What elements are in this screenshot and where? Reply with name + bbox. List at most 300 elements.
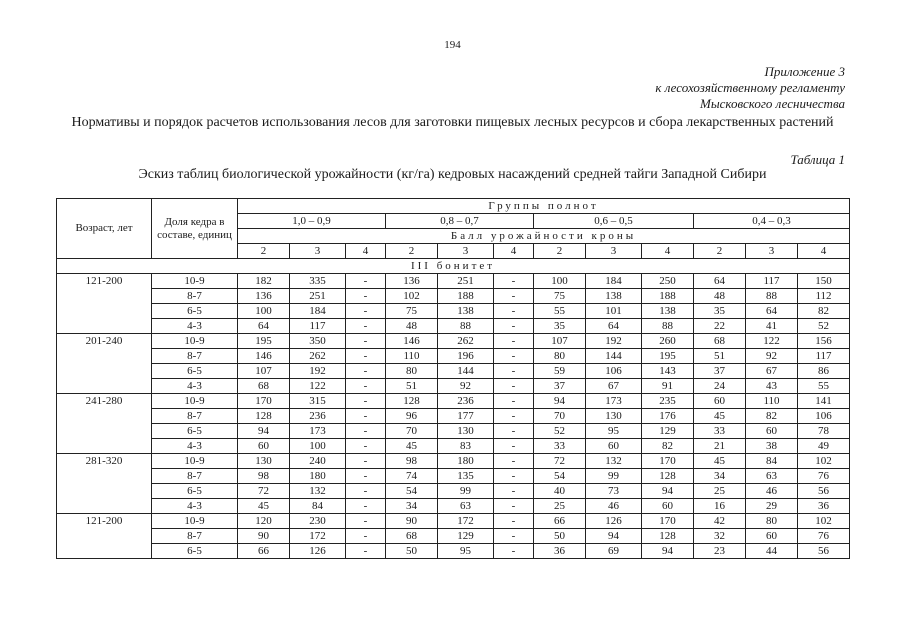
cell-yield: 146 [238,349,290,364]
cell-yield: - [346,289,386,304]
header-score: 3 [746,244,798,259]
cell-yield: 35 [534,319,586,334]
cell-yield: 56 [798,484,850,499]
header-age: Возраст, лет [57,199,152,259]
cell-share: 10-9 [152,454,238,469]
cell-yield: - [346,274,386,289]
cell-yield: 68 [238,379,290,394]
cell-yield: 106 [798,409,850,424]
cell-yield: 136 [238,289,290,304]
cell-yield: 60 [694,394,746,409]
cell-yield: 99 [586,469,642,484]
cell-yield: 128 [642,469,694,484]
cell-share: 10-9 [152,274,238,289]
cell-yield: 100 [238,304,290,319]
cell-yield: 170 [642,514,694,529]
cell-yield: - [494,544,534,559]
table-row [57,349,850,364]
header-score: 4 [642,244,694,259]
cell-yield: 120 [238,514,290,529]
cell-yield: - [346,334,386,349]
cell-yield: 78 [798,424,850,439]
cell-yield: 88 [642,319,694,334]
cell-yield: 51 [386,379,438,394]
cell-yield: 46 [586,499,642,514]
cell-yield: - [346,349,386,364]
cell-yield: 95 [438,544,494,559]
cell-yield: 51 [694,349,746,364]
cell-yield: 80 [386,364,438,379]
cell-yield: - [346,394,386,409]
table-row [57,469,850,484]
cell-yield: 117 [798,349,850,364]
cell-yield: 94 [534,394,586,409]
cell-yield: 25 [694,484,746,499]
cell-yield: 41 [746,319,798,334]
header-score: 2 [386,244,438,259]
header-density-group: 1,0 – 0,9 [238,214,386,229]
cell-yield: 25 [534,499,586,514]
cell-yield: 54 [386,484,438,499]
cell-yield: 84 [746,454,798,469]
cell-yield: 260 [642,334,694,349]
cell-yield: 82 [642,439,694,454]
cell-yield: 75 [386,304,438,319]
cell-yield: 126 [290,544,346,559]
cell-yield: 144 [438,364,494,379]
header-crown-score: Балл урожайности кроны [238,229,850,244]
cell-yield: 128 [386,394,438,409]
cell-yield: 45 [694,454,746,469]
table-row [57,514,850,529]
cell-yield: 63 [746,469,798,484]
cell-yield: 107 [238,364,290,379]
cell-yield: 55 [534,304,586,319]
cell-yield: 75 [534,289,586,304]
cell-yield: 138 [586,289,642,304]
cell-yield: 94 [238,424,290,439]
cell-yield: 46 [746,484,798,499]
cell-yield: 70 [534,409,586,424]
cell-yield: 141 [798,394,850,409]
cell-yield: 170 [238,394,290,409]
cell-yield: 83 [438,439,494,454]
table-row [57,364,850,379]
cell-yield: 107 [534,334,586,349]
cell-yield: 45 [694,409,746,424]
table-row [57,484,850,499]
yield-table [56,198,850,559]
table-row [57,319,850,334]
cell-yield: 180 [438,454,494,469]
cell-yield: 240 [290,454,346,469]
cell-yield: 88 [746,289,798,304]
cell-yield: 128 [238,409,290,424]
cell-yield: 110 [746,394,798,409]
cell-yield: 82 [798,304,850,319]
cell-yield: 50 [534,529,586,544]
table-row [57,499,850,514]
cell-yield: 92 [746,349,798,364]
cell-share: 8-7 [152,409,238,424]
cell-yield: - [494,484,534,499]
table-row [57,379,850,394]
cell-yield: - [346,379,386,394]
cell-share: 8-7 [152,469,238,484]
cell-yield: 60 [238,439,290,454]
header-density-group: 0,6 – 0,5 [534,214,694,229]
cell-share: 4-3 [152,319,238,334]
cell-yield: - [346,304,386,319]
cell-yield: 72 [534,454,586,469]
cell-yield: 182 [238,274,290,289]
table-body [57,259,850,559]
cell-yield: - [494,394,534,409]
table-row [57,424,850,439]
table-label: Таблица 1 [790,152,845,167]
cell-yield: 130 [238,454,290,469]
cell-yield: 176 [642,409,694,424]
cell-yield: 170 [642,454,694,469]
cell-yield: - [346,364,386,379]
cell-yield: 29 [746,499,798,514]
cell-yield: - [346,484,386,499]
cell-yield: 335 [290,274,346,289]
cell-yield: 184 [586,274,642,289]
cell-yield: 350 [290,334,346,349]
cell-yield: 117 [290,319,346,334]
cell-yield: 315 [290,394,346,409]
cell-yield: 35 [694,304,746,319]
cell-yield: 100 [534,274,586,289]
cell-yield: 59 [534,364,586,379]
cell-yield: 88 [438,319,494,334]
cell-yield: 48 [694,289,746,304]
cell-yield: 99 [438,484,494,499]
cell-share: 6-5 [152,364,238,379]
cell-yield: 86 [798,364,850,379]
cell-yield: 33 [534,439,586,454]
cell-yield: 64 [238,319,290,334]
table-row [57,439,850,454]
cell-age [57,544,152,559]
cell-yield: 37 [534,379,586,394]
page-number: 194 [444,39,461,51]
cell-yield: - [494,364,534,379]
cell-yield: 230 [290,514,346,529]
cell-yield: - [494,529,534,544]
cell-age [57,364,152,379]
cell-yield: 45 [238,499,290,514]
cell-yield: 60 [746,529,798,544]
cell-yield: 23 [694,544,746,559]
header-score: 3 [290,244,346,259]
cell-yield: 236 [438,394,494,409]
table-row [57,454,850,469]
header-share: Доля кедра в составе, единиц [152,199,238,259]
cell-yield: 188 [438,289,494,304]
cell-yield: 67 [746,364,798,379]
cell-share: 10-9 [152,334,238,349]
cell-yield: 251 [290,289,346,304]
cell-yield: 150 [798,274,850,289]
cell-yield: 80 [746,514,798,529]
cell-yield: 64 [694,274,746,289]
cell-yield: 156 [798,334,850,349]
cell-yield: 96 [386,409,438,424]
cell-yield: 60 [642,499,694,514]
cell-yield: 52 [798,319,850,334]
cell-yield: - [494,319,534,334]
cell-yield: 94 [642,484,694,499]
cell-age [57,304,152,319]
cell-age: 281-320 [57,454,152,469]
cell-yield: - [346,319,386,334]
cell-share: 4-3 [152,379,238,394]
cell-yield: 68 [386,529,438,544]
cell-yield: 172 [290,529,346,544]
cell-yield: 67 [586,379,642,394]
cell-yield: 172 [438,514,494,529]
cell-yield: 94 [642,544,694,559]
cell-yield: - [494,379,534,394]
cell-yield: 146 [386,334,438,349]
cell-yield: 34 [386,499,438,514]
cell-yield: - [494,304,534,319]
cell-yield: 90 [238,529,290,544]
table-row [57,304,850,319]
cell-yield: 66 [238,544,290,559]
cell-yield: 38 [746,439,798,454]
cell-yield: 24 [694,379,746,394]
cell-yield: 90 [386,514,438,529]
header-density-groups: Группы полнот [238,199,850,214]
cell-yield: 192 [586,334,642,349]
cell-yield: 122 [290,379,346,394]
cell-age [57,424,152,439]
cell-yield: 102 [798,454,850,469]
cell-yield: 130 [438,424,494,439]
cell-yield: - [346,544,386,559]
cell-yield: 235 [642,394,694,409]
header-score: 2 [534,244,586,259]
header-score: 2 [694,244,746,259]
cell-yield: 54 [534,469,586,484]
cell-yield: 82 [746,409,798,424]
cell-yield: 64 [586,319,642,334]
cell-age [57,289,152,304]
cell-yield: 36 [798,499,850,514]
cell-yield: 74 [386,469,438,484]
cell-yield: 138 [438,304,494,319]
cell-yield: 138 [642,304,694,319]
cell-yield: 173 [290,424,346,439]
cell-yield: 63 [438,499,494,514]
header-density-group: 0,8 – 0,7 [386,214,534,229]
cell-share: 10-9 [152,394,238,409]
cell-age: 241-280 [57,394,152,409]
cell-yield: 102 [798,514,850,529]
cell-yield: 236 [290,409,346,424]
cell-yield: - [346,529,386,544]
appendix-line-1: Приложение 3 [764,64,845,79]
cell-yield: - [346,439,386,454]
cell-age: 201-240 [57,334,152,349]
bonitet-label: III бонитет [57,259,850,274]
cell-share: 4-3 [152,439,238,454]
cell-yield: 91 [642,379,694,394]
cell-yield: 72 [238,484,290,499]
cell-yield: 262 [438,334,494,349]
cell-yield: 117 [746,274,798,289]
cell-yield: - [346,424,386,439]
cell-age: 121-200 [57,514,152,529]
cell-yield: 100 [290,439,346,454]
cell-age [57,319,152,334]
cell-yield: 132 [290,484,346,499]
cell-yield: 262 [290,349,346,364]
cell-yield: - [346,469,386,484]
cell-yield: 94 [586,529,642,544]
cell-age [57,349,152,364]
header-score: 4 [798,244,850,259]
cell-share: 6-5 [152,304,238,319]
cell-yield: - [494,439,534,454]
cell-yield: 144 [586,349,642,364]
cell-yield: 34 [694,469,746,484]
cell-share: 8-7 [152,289,238,304]
cell-yield: 73 [586,484,642,499]
cell-yield: 95 [586,424,642,439]
cell-age [57,529,152,544]
cell-yield: 98 [386,454,438,469]
cell-yield: 60 [586,439,642,454]
document-title: Нормативы и порядок расчетов использования лесов для заготовки пищевых лесных ресурсов и сбора лекарственных растений [71,115,834,130]
cell-yield: 250 [642,274,694,289]
cell-yield: 180 [290,469,346,484]
cell-yield: 173 [586,394,642,409]
cell-yield: 69 [586,544,642,559]
cell-share: 8-7 [152,529,238,544]
cell-share: 4-3 [152,499,238,514]
cell-yield: - [346,514,386,529]
cell-yield: 52 [534,424,586,439]
header-score: 3 [586,244,642,259]
cell-yield: 44 [746,544,798,559]
cell-yield: 101 [586,304,642,319]
cell-yield: 92 [438,379,494,394]
cell-share: 6-5 [152,424,238,439]
cell-yield: 102 [386,289,438,304]
cell-yield: 36 [534,544,586,559]
cell-age: 121-200 [57,274,152,289]
header-score: 4 [494,244,534,259]
cell-yield: 76 [798,469,850,484]
cell-yield: 195 [238,334,290,349]
cell-yield: 40 [534,484,586,499]
table-row [57,274,850,289]
cell-yield: 43 [746,379,798,394]
cell-yield: - [494,454,534,469]
cell-yield: 136 [386,274,438,289]
cell-yield: 80 [534,349,586,364]
cell-age [57,379,152,394]
cell-yield: 106 [586,364,642,379]
table-caption: Эскиз таблиц биологической урожайности (кг/га) кедровых насаждений средней тайги Западной Сибири [138,167,767,182]
cell-yield: 22 [694,319,746,334]
cell-yield: 98 [238,469,290,484]
cell-age [57,499,152,514]
cell-yield: - [494,289,534,304]
cell-yield: - [494,349,534,364]
cell-yield: 110 [386,349,438,364]
cell-yield: - [346,499,386,514]
cell-yield: 192 [290,364,346,379]
header-score: 3 [438,244,494,259]
cell-yield: 135 [438,469,494,484]
cell-yield: 112 [798,289,850,304]
cell-share: 6-5 [152,544,238,559]
cell-yield: 195 [642,349,694,364]
cell-yield: 37 [694,364,746,379]
header-score: 4 [346,244,386,259]
cell-yield: - [494,514,534,529]
cell-yield: - [346,409,386,424]
cell-yield: 50 [386,544,438,559]
cell-yield: 84 [290,499,346,514]
cell-yield: 184 [290,304,346,319]
cell-yield: 143 [642,364,694,379]
cell-yield: 188 [642,289,694,304]
table-row [57,409,850,424]
cell-yield: 48 [386,319,438,334]
cell-yield: - [494,499,534,514]
appendix-line-3: Мысковского лесничества [700,96,845,111]
cell-yield: - [494,424,534,439]
cell-yield: 251 [438,274,494,289]
cell-share: 8-7 [152,349,238,364]
cell-yield: 66 [534,514,586,529]
table-row [57,289,850,304]
cell-yield: 126 [586,514,642,529]
cell-yield: 129 [642,424,694,439]
cell-yield: 56 [798,544,850,559]
header-density-group: 0,4 – 0,3 [694,214,850,229]
cell-yield: 60 [746,424,798,439]
cell-yield: 129 [438,529,494,544]
cell-age [57,439,152,454]
cell-yield: 196 [438,349,494,364]
cell-age [57,484,152,499]
cell-yield: 76 [798,529,850,544]
cell-yield: 70 [386,424,438,439]
cell-yield: 177 [438,409,494,424]
table-row [57,394,850,409]
header-score: 2 [238,244,290,259]
cell-yield: - [494,409,534,424]
table-row [57,529,850,544]
cell-age [57,409,152,424]
cell-yield: 122 [746,334,798,349]
cell-age [57,469,152,484]
cell-yield: - [494,274,534,289]
cell-yield: 49 [798,439,850,454]
cell-yield: - [494,469,534,484]
cell-yield: 130 [586,409,642,424]
table-row [57,334,850,349]
cell-share: 10-9 [152,514,238,529]
cell-yield: 33 [694,424,746,439]
